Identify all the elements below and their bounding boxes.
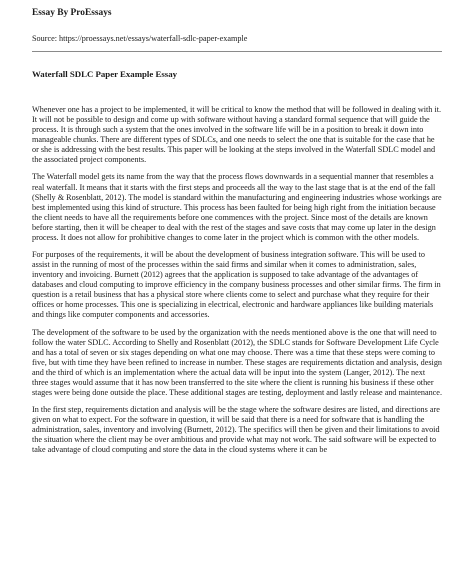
paragraph: The Waterfall model gets its name from the way that the process flows downwards in a sequential manner that resembles a real waterfall. It means that it starts with the first steps and proceeds all the way to the last stage that is at the end of the fall (Shelly & Rosenblatt, 2012). The model is standard within the manufacturing and engineering industries whose workings are best implemented using this kind of structure. This process has been faulted for being high right from the initiation because the client needs to have all the requirements before one commences with the project. Since most of the details are known before starting, then it will be cheaper to deal with the rest of the stages and save costs that may come up later in the design process. It does not allow for prohibitive changes to come later in the project which is common with the other models. bbox=[32, 172, 442, 242]
paragraph: Whenever one has a project to be implemented, it will be critical to know the method that will be followed in dealing with it. It will not be possible to design and come up with software without having a standard formal sequence that will guide the process. It is through such a system that the ones involved in the software life will be in a position to break it down into manageable chunks. There are different types of SDLCs, and one needs to select the one that is suitable for the case that he or she is addressing with the best results. This paper will be looking at the steps involved in the Waterfall SDLC model and the associated project components. bbox=[32, 105, 442, 165]
paragraph: In the first step, requirements dictation and analysis will be the stage where the software desires are listed, and directions are given on what to expect. For the software in question, it will be said that there is a need for software that is handling the administration, sales, inventory and involving (Burnett, 2012). The specifics will then be given and their limitations to avoid the situation where the client may be over ambitious and provide what may not work. The said software will be expected to take advantage of cloud computing and store the data in the cloud systems where it can be bbox=[32, 405, 440, 455]
header-divider bbox=[32, 51, 442, 52]
source-line: Source: https://proessays.net/essays/waterfall-sdlc-paper-example bbox=[32, 34, 248, 43]
brand-label: Essay By ProEssays bbox=[32, 8, 112, 18]
paragraph: The development of the software to be used by the organization with the needs mentioned above is the one that will need to follow the water SDLC. According to Shelly and Rosenblatt (2012), the SDLC stands for Software Development Life Cycle and has a total of seven or six stages depending on what one may choose. There was a time that these steps were coming to five, but with time they have been refined to increase in number. These stages are requirements dictation and analysis, design and the third of which is an implementation where the actual data will be input into the system (Langer, 2012). The next three stages would assume that it has now been transferred to the site where the client is running his business if these other stages were being done outside the place. These additional stages are testing, deployment and lastly release and maintenance. bbox=[32, 327, 443, 397]
paragraph: For purposes of the requirements, it will be about the development of business integration software. This will be used to assist in the running of most of the processes within the said firms and similar when it comes to administration, sales, inventory and invoicing. Burnett (2012) agrees that the application is supposed to take advantage of the advantages of databases and cloud computing to improve efficiency in the company business processes and other similar firms. The firm in question is a retail business that has a physical store where clients come to select and purchase what they require for their offices or home processes. This one is specializing in electrical, electronic and hardware appliances like building materials and things like computer components and accessories. bbox=[32, 249, 441, 320]
essay-body bbox=[32, 105, 442, 455]
document-header bbox=[32, 0, 442, 52]
essay-title: Waterfall SDLC Paper Example Essay bbox=[32, 69, 177, 79]
